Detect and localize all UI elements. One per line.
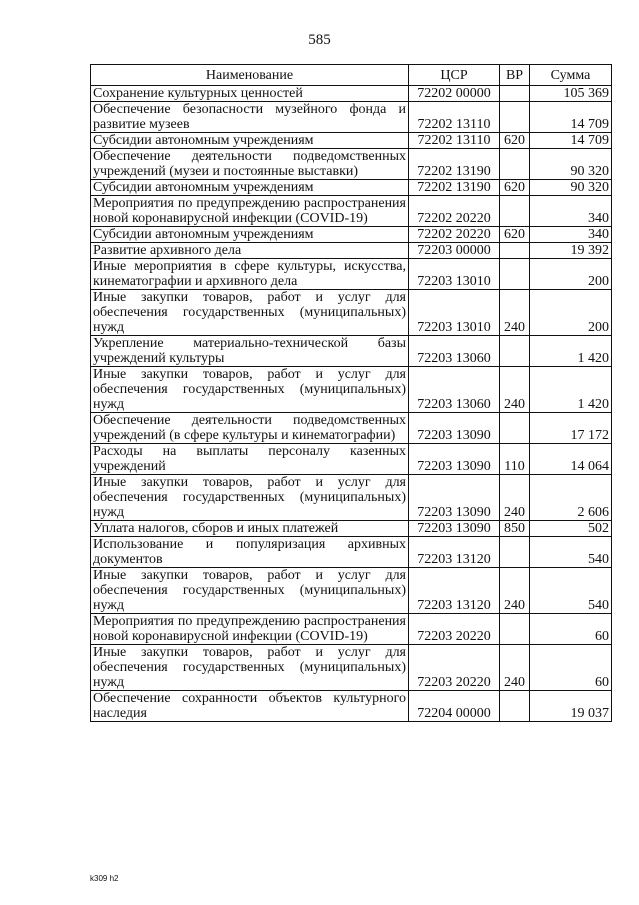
row-vr-cell [500,259,530,290]
row-vr-cell: 240 [500,475,530,521]
row-sum-cell: 60 [530,645,612,691]
table-body [91,86,612,722]
table-row [91,614,612,645]
row-csr-cell: 72202 13190 [409,180,500,196]
table-row [91,243,612,259]
row-vr-cell: 240 [500,367,530,413]
row-csr-cell: 72203 20220 [409,645,500,691]
row-sum-cell: 105 369 [530,86,612,102]
page-number: 585 [308,32,331,48]
row-name-cell: Иные закупки товаров, работ и услуг для обеспечения государственных (муниципальных) нужд [91,367,409,413]
row-sum-cell: 340 [530,196,612,227]
row-sum-cell: 14 709 [530,102,612,133]
row-name-cell: Сохранение культурных ценностей [91,86,409,102]
row-csr-cell: 72203 13090 [409,475,500,521]
row-vr-cell [500,614,530,645]
row-vr-cell: 240 [500,568,530,614]
row-name-cell: Субсидии автономным учреждениям [91,227,409,243]
table-row [91,336,612,367]
row-csr-cell: 72203 13060 [409,367,500,413]
row-name-cell: Обеспечение деятельности подведомственных учреждений (музеи и постоянные выставки) [91,149,409,180]
row-name-cell: Иные закупки товаров, работ и услуг для обеспечения государственных (муниципальных) нужд [91,290,409,336]
row-sum-cell: 1 420 [530,367,612,413]
row-sum-cell: 90 320 [530,180,612,196]
row-vr-cell [500,243,530,259]
table-row [91,149,612,180]
row-csr-cell: 72203 13120 [409,537,500,568]
row-csr-cell: 72203 13090 [409,444,500,475]
row-csr-cell: 72202 13110 [409,133,500,149]
row-vr-cell: 850 [500,521,530,537]
row-sum-cell: 200 [530,290,612,336]
row-csr-cell: 72202 13110 [409,102,500,133]
row-csr-cell: 72203 13090 [409,413,500,444]
table-row [91,259,612,290]
row-name-cell: Иные закупки товаров, работ и услуг для обеспечения государственных (муниципальных) нужд [91,475,409,521]
row-name-cell: Обеспечение сохранности объектов культурного наследия [91,691,409,722]
row-csr-cell: 72203 00000 [409,243,500,259]
table-row [91,568,612,614]
row-name-cell: Мероприятия по предупреждению распространения новой коронавирусной инфекции (COVID-19) [91,196,409,227]
row-sum-cell: 540 [530,568,612,614]
row-vr-cell [500,86,530,102]
row-name-cell: Использование и популяризация архивных документов [91,537,409,568]
column-header-name: Наименование [91,65,409,86]
table-row [91,691,612,722]
row-csr-cell: 72202 13190 [409,149,500,180]
row-vr-cell [500,537,530,568]
row-vr-cell: 240 [500,290,530,336]
row-vr-cell: 620 [500,180,530,196]
table-row [91,86,612,102]
row-sum-cell: 502 [530,521,612,537]
row-sum-cell: 19 392 [530,243,612,259]
row-vr-cell: 110 [500,444,530,475]
row-csr-cell: 72204 00000 [409,691,500,722]
row-name-cell: Мероприятия по предупреждению распространения новой коронавирусной инфекции (COVID-19) [91,614,409,645]
row-vr-cell: 240 [500,645,530,691]
table-row [91,133,612,149]
row-sum-cell: 14 064 [530,444,612,475]
row-name-cell: Обеспечение деятельности подведомственных учреждений (в сфере культуры и кинематографии) [91,413,409,444]
row-csr-cell: 72202 20220 [409,196,500,227]
row-name-cell: Уплата налогов, сборов и иных платежей [91,521,409,537]
row-vr-cell [500,336,530,367]
row-name-cell: Субсидии автономным учреждениям [91,180,409,196]
column-header-sum: Сумма [530,65,612,86]
table-row [91,444,612,475]
row-csr-cell: 72203 13090 [409,521,500,537]
row-vr-cell [500,196,530,227]
row-sum-cell: 200 [530,259,612,290]
row-name-cell: Иные мероприятия в сфере культуры, искусства, кинематографии и архивного дела [91,259,409,290]
row-csr-cell: 72203 13010 [409,259,500,290]
table-row [91,180,612,196]
row-vr-cell: 620 [500,133,530,149]
row-vr-cell [500,691,530,722]
row-sum-cell: 60 [530,614,612,645]
row-sum-cell: 2 606 [530,475,612,521]
table-row [91,290,612,336]
row-csr-cell: 72203 20220 [409,614,500,645]
row-name-cell: Иные закупки товаров, работ и услуг для обеспечения государственных (муниципальных) нужд [91,645,409,691]
row-csr-cell: 72203 13120 [409,568,500,614]
row-name-cell: Развитие архивного дела [91,243,409,259]
table-row [91,475,612,521]
row-csr-cell: 72202 00000 [409,86,500,102]
row-name-cell: Расходы на выплаты персоналу казенных учреждений [91,444,409,475]
row-name-cell: Укрепление материально-технической базы учреждений культуры [91,336,409,367]
row-name-cell: Иные закупки товаров, работ и услуг для обеспечения государственных (муниципальных) нужд [91,568,409,614]
row-sum-cell: 17 172 [530,413,612,444]
column-header-csr: ЦСР [409,65,500,86]
row-vr-cell [500,149,530,180]
row-sum-cell: 540 [530,537,612,568]
table-row [91,196,612,227]
row-csr-cell: 72202 20220 [409,227,500,243]
row-vr-cell [500,102,530,133]
row-sum-cell: 14 709 [530,133,612,149]
row-vr-cell: 620 [500,227,530,243]
row-name-cell: Субсидии автономным учреждениям [91,133,409,149]
table-header-row [91,65,612,86]
table-row [91,227,612,243]
table-row [91,367,612,413]
row-sum-cell: 90 320 [530,149,612,180]
row-sum-cell: 19 037 [530,691,612,722]
row-sum-cell: 340 [530,227,612,243]
row-csr-cell: 72203 13010 [409,290,500,336]
table-row [91,537,612,568]
row-vr-cell [500,413,530,444]
budget-table [90,64,612,722]
table-row [91,645,612,691]
row-sum-cell: 1 420 [530,336,612,367]
row-name-cell: Обеспечение безопасности музейного фонда и развитие музеев [91,102,409,133]
footer-code: k309 h2 [90,874,119,883]
row-csr-cell: 72203 13060 [409,336,500,367]
table-row [91,102,612,133]
column-header-vr: ВР [500,65,530,86]
table-row [91,413,612,444]
table-row [91,521,612,537]
